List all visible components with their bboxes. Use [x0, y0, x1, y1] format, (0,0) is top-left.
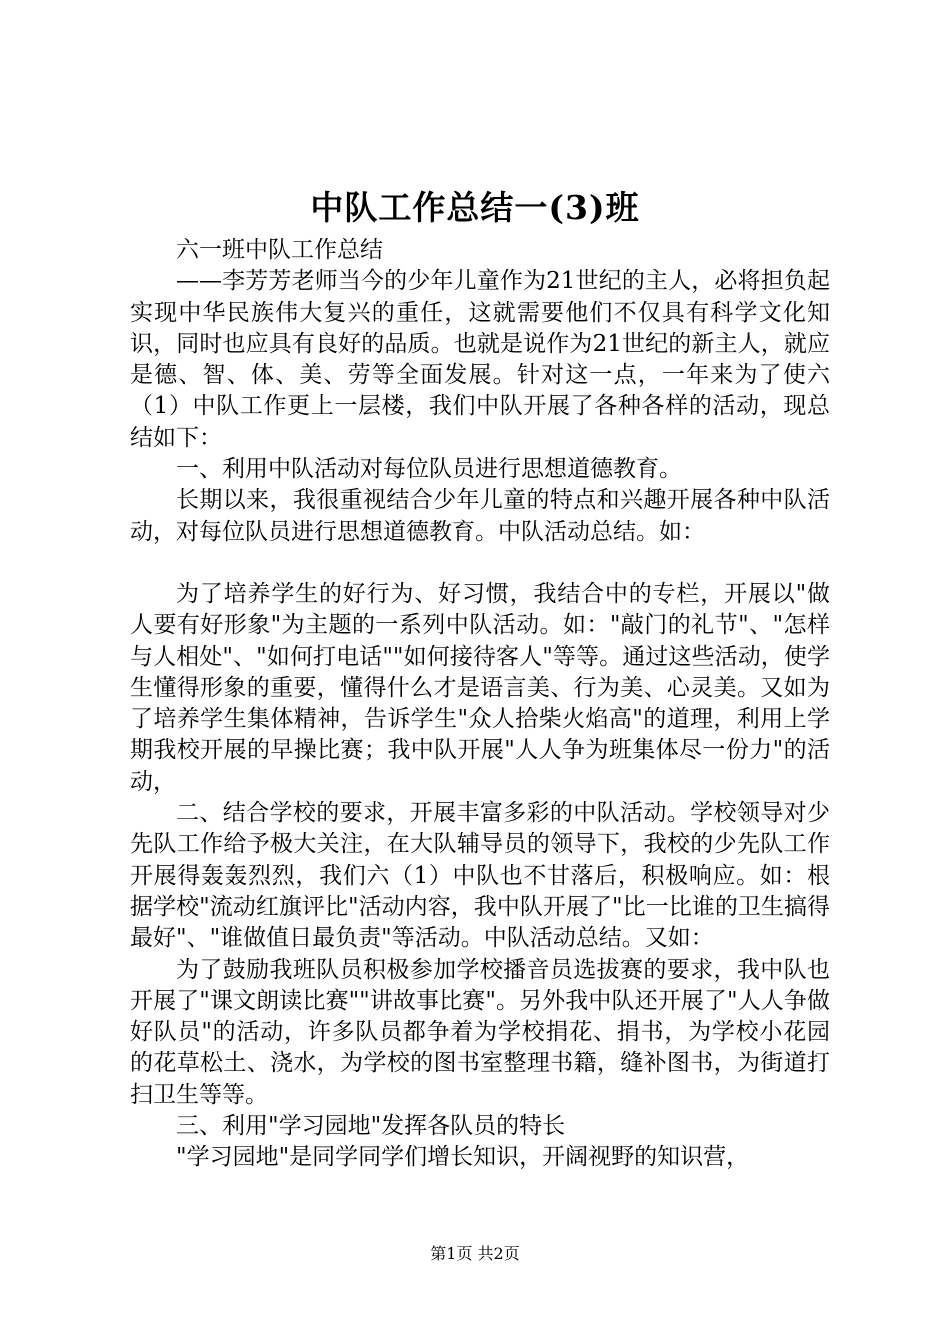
paragraph-section-2: 二、结合学校的要求，开展丰富多彩的中队活动。学校领导对少先队工作给予极大关注，在大队辅导员的领导下，我校的少先队工作开展得轰轰烈烈，我们六（1）中队也不甘落后，积极响应。如：根据学校"流动红旗评比"活动内容，我中队开展了"比一比谁的卫生搞得最好"、"谁做值日最负责"等活动。中队活动总结。又如： — [130, 800, 830, 952]
paragraph-heading: 六一班中队工作总结 — [176, 237, 383, 263]
paragraph-section-2-detail: 为了鼓励我班队员积极参加学校播音员选拔赛的要求，我中队也开展了"课文朗读比赛""讲故事比赛"。另外我中队还开展了"人人争做好队员"的活动，许多队员都争着为学校捐花、捐书，为学校小花园的花草松土、浇水，为学校的图书室整理书籍，缝补图书，为街道打扫卫生等等。 — [130, 956, 830, 1108]
paragraph-intro: ——李芳芳老师当今的少年儿童作为21世纪的主人，必将担负起实现中华民族伟大复兴的重任，这就需要他们不仅具有科学文化知识，同时也应具有良好的品质。也就是说作为21世纪的新主人，就应是德、智、体、美、劳等全面发展。针对这一点，一年来为了使六（1）中队工作更上一层楼，我们中队开展了各种各样的活动，现总结如下： — [130, 268, 830, 451]
page-footer: 第1页 共2页 — [430, 1244, 520, 1263]
paragraph-section-1: 长期以来，我很重视结合少年儿童的特点和兴趣开展各种中队活动，对每位队员进行思想道德教育。中队活动总结。如： — [130, 487, 830, 545]
paragraph-section-1-detail: 为了培养学生的好行为、好习惯，我结合中的专栏，开展以"做人要有好形象"为主题的一系列中队活动。如："敲门的礼节"、"怎样与人相处"、"如何打电话""如何接待客人"等等。通过这些活动，使学生懂得形象的重要，懂得什么才是语言美、行为美、心灵美。又如为了培养学生集体精神，告诉学生"众人拾柴火焰高"的道理，利用上学期我校开展的早操比赛；我中队开展"人人争为班集体尽一份力"的活动， — [130, 580, 830, 795]
section-heading-1: 一、利用中队活动对每位队员进行思想道德教育。 — [176, 456, 682, 483]
document-title: 中队工作总结一(3)班 — [310, 188, 640, 227]
section-heading-3: 三、利用"学习园地"发挥各队员的特长 — [176, 1113, 566, 1140]
paragraph-section-3: "学习园地"是同学同学们增长知识，开阔视野的知识营， — [176, 1144, 750, 1171]
document-body — [130, 235, 830, 1174]
